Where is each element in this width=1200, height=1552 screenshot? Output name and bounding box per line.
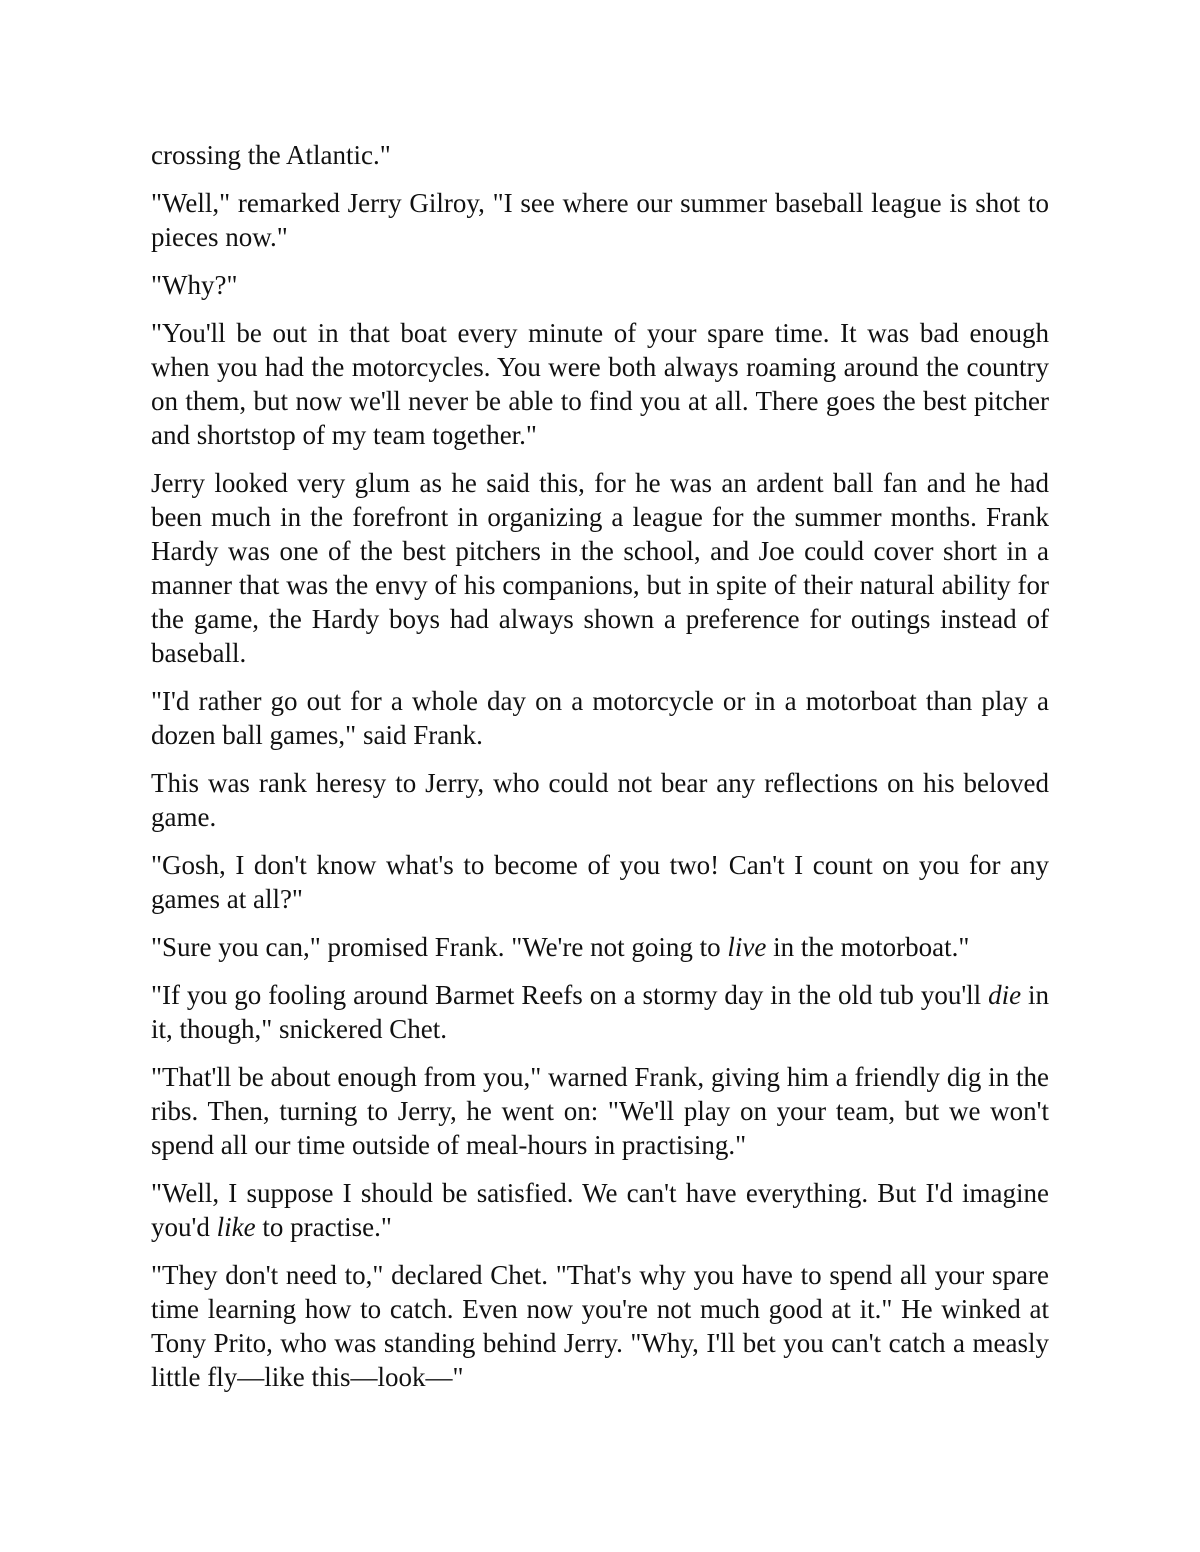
paragraph: [151, 466, 1049, 670]
paragraph: [151, 316, 1049, 452]
book-page: [151, 138, 1049, 1408]
text-run: to practise.": [255, 1212, 392, 1242]
text-run: in it, though," snickered Chet.: [151, 980, 1049, 1044]
text-run: "If you go fooling around Barmet Reefs on a stormy day in the old tub you'll: [151, 980, 989, 1010]
paragraph: [151, 978, 1049, 1046]
text-run: in the motorboat.": [766, 932, 970, 962]
text-run: This was rank heresy to Jerry, who could not bear any reflections on his beloved game.: [151, 768, 1049, 832]
text-run: "Sure you can," promised Frank. "We're not going to: [151, 932, 728, 962]
paragraph: [151, 766, 1049, 834]
paragraph: [151, 930, 1049, 964]
paragraph: [151, 1060, 1049, 1162]
paragraph: [151, 684, 1049, 752]
text-run: "Well," remarked Jerry Gilroy, "I see where our summer baseball league is shot to pieces now.": [151, 188, 1049, 252]
emphasized-text: live: [727, 932, 767, 962]
emphasized-text: like: [216, 1212, 256, 1242]
text-run: "Gosh, I don't know what's to become of you two! Can't I count on you for any games at all?": [151, 850, 1049, 914]
text-run: "Well, I suppose I should be satisfied. We can't have everything. But I'd imagine you'd: [151, 1178, 1049, 1242]
text-run: Jerry looked very glum as he said this, for he was an ardent ball fan and he had been much in the forefront in organizing a league for the summer months. Frank Hardy was one of the best pitchers in the school, and Joe could cover short in a manner that was the envy of his companions, but in spite of their natural ability for the game, the Hardy boys had always shown a preference for outings instead of baseball.: [151, 468, 1049, 668]
text-run: "You'll be out in that boat every minute of your spare time. It was bad enough when you had the motorcycles. You were both always roaming around the country on them, but now we'll never be able to find you at all. There goes the best pitcher and shortstop of my team together.": [151, 318, 1049, 450]
paragraph: [151, 268, 1049, 302]
text-run: "I'd rather go out for a whole day on a motorcycle or in a motorboat than play a dozen ball games," said Frank.: [151, 686, 1049, 750]
paragraph: [151, 138, 1049, 172]
text-run: "That'll be about enough from you," warned Frank, giving him a friendly dig in the ribs. Then, turning to Jerry, he went on: "We'll play on your team, but we won't spend all our time outside of meal-hours in practising.": [151, 1062, 1049, 1160]
emphasized-text: die: [988, 980, 1022, 1010]
paragraph: [151, 848, 1049, 916]
paragraph: [151, 1258, 1049, 1394]
text-run: crossing the Atlantic.": [151, 140, 391, 170]
paragraph: [151, 1176, 1049, 1244]
text-run: "Why?": [151, 270, 238, 300]
text-run: "They don't need to," declared Chet. "That's why you have to spend all your spare time learning how to catch. Even now you're not much good at it." He winked at Tony Prito, who was standing behind Jerry. "Why, I'll bet you can't catch a measly little fly—like this—look—": [151, 1260, 1049, 1392]
paragraph: [151, 186, 1049, 254]
